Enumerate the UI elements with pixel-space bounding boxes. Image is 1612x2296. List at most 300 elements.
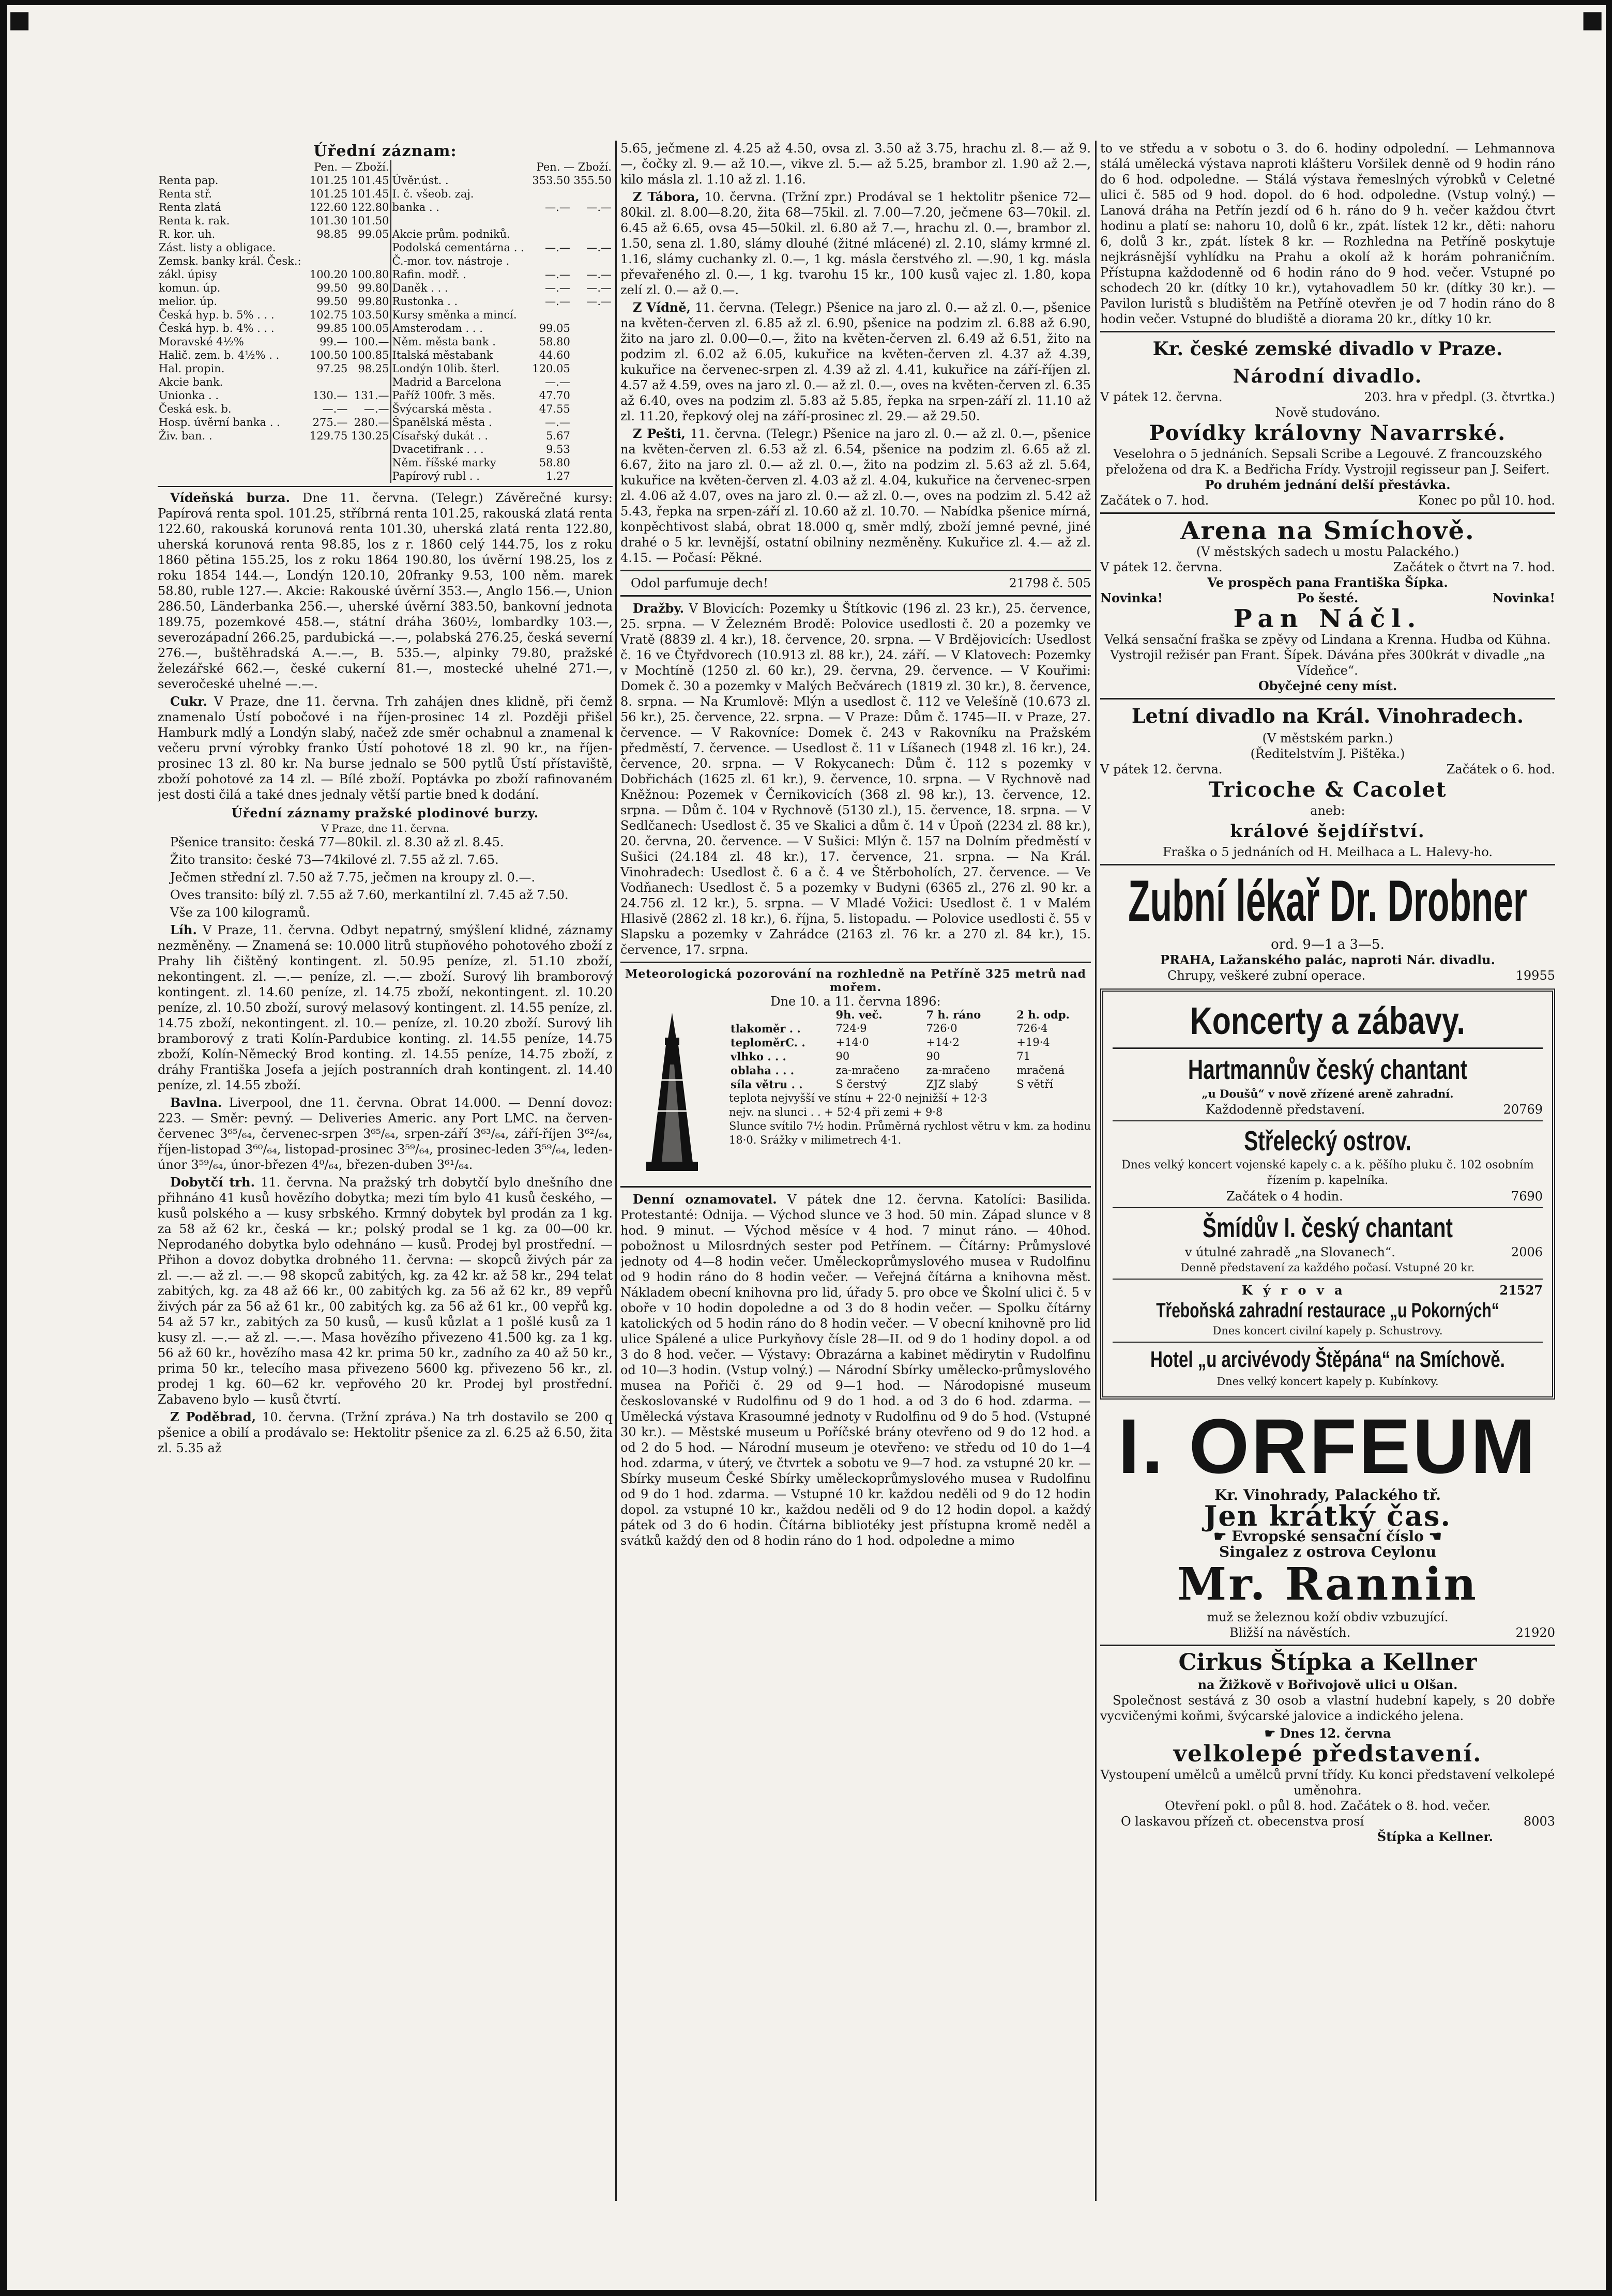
table-value-cell — [307, 254, 348, 268]
pointing-hand-icon: ☛ — [1213, 1528, 1232, 1545]
table-value-cell: 280.— — [354, 416, 389, 429]
table-row — [158, 187, 613, 201]
quotes-heading: Úřední záznam: — [313, 142, 457, 160]
arena-sub: (V městských sadech u mostu Palackého.) — [1196, 544, 1459, 559]
table-value-cell: —.— — [545, 241, 570, 254]
table-row — [158, 375, 613, 389]
ad-number: 21798 č. 505 — [1009, 576, 1091, 590]
table-label-cell: Italská městabank — [391, 348, 530, 362]
summer-theatre-date-row — [1100, 762, 1555, 777]
article-continued: 5.65, ječmene zl. 4.25 až 4.50, ovsa zl. 3.50 až 3.75, hrachu zl. 8.— až 9.—, čočky zl. 9.— až 10.—, vikve zl. 5.— až 5.25, brambor zl. 1.90 až 2.—, kilo másla zl. 1.10 až zl. 1.16. — [620, 141, 1091, 187]
table-row — [158, 348, 613, 362]
smid-title: Šmídův I. český chantant — [1203, 1212, 1453, 1243]
table-label-cell: Něm. města bank . — [391, 335, 530, 348]
met-col: 2 h. odp. — [1016, 1008, 1070, 1021]
arena-count: Po šesté. — [1297, 590, 1359, 605]
met-label: vlhko . . . — [731, 1050, 786, 1063]
table-header: Pen. — Zboží. — [314, 161, 389, 173]
table-value-cell — [571, 389, 613, 402]
table-label-cell: Č.-mor. tov. nástroje . — [391, 254, 530, 268]
tower-illustration — [620, 1008, 724, 1182]
table-value-cell — [571, 254, 613, 268]
table-value-cell: 100.50 — [309, 349, 348, 361]
hotel-title: Hotel „u arcivévody Štěpána“ na Smíchově. — [1150, 1347, 1505, 1372]
table-row — [158, 308, 613, 322]
table-value-cell: 58.80 — [539, 457, 570, 469]
table-value-cell: —.— — [545, 416, 570, 429]
theatre-desc: Veselohra o 5 jednáních. Sepsali Scribe a Legouvé. Z francouzského přeložena od dra K. a Bedřicha Frídy. Vystrojil regisseur pan J. Seifert. — [1105, 447, 1550, 477]
arena-novelty: Novinka! — [1100, 590, 1163, 605]
table-row — [158, 469, 613, 483]
table-value-cell: 44.60 — [539, 349, 570, 361]
table-value-cell — [571, 322, 613, 335]
article-pest — [620, 426, 1091, 566]
table-label-cell: Zást. listy a obligace. — [159, 241, 276, 254]
table-value-cell: 275.— — [312, 416, 348, 429]
article-lead: Z Poděbrad, — [170, 1409, 256, 1424]
table-row — [158, 174, 613, 187]
table-value-cell — [571, 456, 613, 469]
table-value-cell — [571, 429, 613, 443]
kyrova-text: Dnes koncert civilní kapely p. Schustrovy. — [1212, 1325, 1443, 1337]
table-value-cell — [571, 187, 613, 201]
divider — [158, 486, 613, 487]
article-vienna — [158, 490, 613, 692]
table-value-cell — [571, 375, 613, 389]
table-label-cell: Londýn 10lib. šterl. — [391, 362, 530, 375]
table-label-cell — [158, 443, 307, 456]
met-value: S čerstvý — [835, 1078, 887, 1090]
article-text: Katolíci: Basilida. Protestanté: Odnija. — Východ slunce ve 3 hod. 50 min. Západ slunce v 8 hod. 9 minut. — Východ měsíce v 4 hod. 7 minut ráno. — 40hod. pobožnost u Milosrdných sester pod Petřínem. — Čítárny: Průmyslové jednoty od 4—8 hodin večer. Uměleckoprůmyslového musea v Rudolfinu od 9 hodin ráno do 8 hodin večer. — Veřejná čítárna a knihovna měst. Nákladem obecní knihovna pro lid, úřady 5. pro obce ve Školní ulici č. 5 v oboře v 10 hodin dopoledne a od 3 do 8 hodin večer. — Spolku čítárny katolických od 5 hodin ráno do 8 hodin večer. — V obecní knihovně pro lid ulice Spálené a ulice Purkyňovy čísle 28—II. od 9 do 1 hodiny dopol. a od 3 do 8 hod. večer. — Výstavy: Obrazárna a kabinet mědirytin v Rudolfinu od 10—3 hodin. (Vstup volný.) — Národní Sbírky umělecko-průmyslového musea na Pořiči č. 29 od 9—1 hod. — Národopisné museum českoslovanské v Rudolfinu od 9 do 1 hod. a od 3 do 6 hod. zdarma. — Umělecká výstava Krasoumné jednoty v Rudolfinu od 9 do 5 hod. (Vstupné 30 kr.). — Městské museum u Poříčské brány otevřeno od 9 do 12 hod. a od 2 do 5 hod. — Národní museum je otevřeno: ve středu od 10 do 1—4 hod. zdarma, v úterý, ve čtvrtek a sobotu ve 9—7 hod. za vstupné 20 kr. — Sbírky museum České Sbírky uměleckoprůmyslového musea v Rudolfinu od 9 do 1 hod. zdarma. — Vstupné 10 kr. každou neděli od 9 do 12 hodin dopol. za vstupné 10 kr., každou neděli od 9 do 12 hodin dopol. a každý pátek od 3 do 6 hodin. Čítárna bibliotéky jest přístupna kromě neděl a svátků každý den od 8 hodin ráno do 1 hod. odpoledne a mimo — [620, 1192, 1091, 1548]
article-text: 10. června. (Tržní zpr.) Prodával se 1 hektolitr pšenice 72—80kil. zl. 8.00—8.20, žita 68—75kil. zl. 7.00—7.20, ječmene 63—70kil. zl. 6.45 až 6.65, ovsa 45—50kil. zl. 6.80 až 7.—, hrachu zl. 0.—, brambor zl. 1.50, sena zl. 1.80, slámy dlouhé (žitné mlácené) zl. 2.10, slámy krmné zl. 1.16, slámy cuchanky zl. 0.—, 1 kg. másla čerstvého zl. —.90, 1 kg. másla převařeného zl. 0.—, 1 kg. tvarohu 15 kr., 100 kusů vajec zl. 1.80, kopa zelí zl. 0.— až 0.—. — [620, 190, 1091, 297]
table-label-cell: zákl. úpisy — [159, 268, 217, 281]
table-label-cell: Švýcarská města . — [391, 402, 530, 416]
table-value-cell — [307, 241, 348, 254]
divider — [620, 1186, 1091, 1188]
article-text: 11. června. Na pražský trh dobytčí bylo dnešního dne přihnáno 41 kusů hovězího dobytka; mezi tím bylo 41 kusů českého, — kusů polského a — kusy srbského. Krmný dobytek byl prodán za 1 kg. za 58 až 62 kr., česká — kr.; polský prodal se 1 kg. za 00—00 kr. Neprodaného dobytka bylo odehnáno — kusů. Prodej byl prostřední. — Přihon a dovoz dobytka drobného 11. června: — skopců živých pár za zl. —.— až zl. —.— 98 skopců zabitých, kg. za 42 kr. až 58 kr., 294 telat zabitých, kg. za 48 až 66 kr., 00 zabitých kg. za 56 až 62 kr., 89 vepřů živých pár za 56 až 61 kr., 00 zabitých kg. za 56 až 61 kr., 00 vepřů kg. 54 až 57 kr., zabitých za 50 kusů, — kusů kůzlat a 1 pošlé kusů za 1 kusy zl. —.— až zl. —.—. Masa hovězího přivezeno 41.500 kg. za 1 kg. 56 až 60 kr., hovězího masa 42 kr. prima 50 kr., zadního za 40 až 50 kr., prima 50 kr., telecího masa přivezeno 5600 kg. přivezeno 56 kr., zl. prodej 1 kg. 60—62 kr. vepřového 20 kr. Prodej byl prostřední. Zabaveno bylo — kusů čtvrtí. — [158, 1175, 613, 1407]
kyrova-row — [1113, 1283, 1543, 1298]
table-label-cell: Hal. propin. — [159, 362, 225, 375]
section-heading: Úřední záznamy pražské plodinové burzy. — [231, 805, 539, 820]
met-value: +14·0 — [835, 1036, 869, 1048]
table-value-cell — [530, 254, 571, 268]
section-date: V Praze, dne 11. června. — [321, 822, 449, 834]
summer-theatre-or: aneb: — [1310, 803, 1345, 818]
table-value-cell: 101.45 — [351, 174, 389, 187]
met-value: +14·2 — [926, 1036, 960, 1048]
arena-novelty: Novinka! — [1492, 590, 1555, 605]
circus-today: Dnes 12. června — [1280, 1726, 1391, 1741]
table-value-cell: 99.80 — [358, 295, 389, 308]
table-value-cell: 122.80 — [351, 201, 389, 214]
table-value-cell: —.— — [545, 201, 570, 214]
kyrova-title: K ý r o v a — [1242, 1283, 1346, 1298]
article-text: V Praze, dne 11. června. Trh zahájen dnes klidně, při čemž znamenalo Ústí pobočové i na říjen-prosinec 14 zl. Později přišel Hamburk mdlý a Londýn slabý, načež zde směr ochabnul a znamenal k večeru první výrobky franko Ústí pohotové 18 zl. 90 kr., na říjen-prosinec 13 zl. 80 kr. Na burse jednalo se 500 pytlů Ústí přístaviště, zboží pohotové za 14 zl. — Bílé zboží. Poptávka po zboží rafinovaném jest dosti čilá a také dnes jednaly větší partie bned k dodání. — [158, 694, 613, 802]
table-value-cell — [348, 375, 390, 389]
table-value-cell — [348, 443, 390, 456]
table-value-cell: 100.85 — [351, 349, 389, 361]
article-lead: Denní oznamovatel. — [633, 1192, 777, 1207]
divider — [1100, 512, 1555, 514]
table-label-cell: Akcie bank. — [159, 376, 223, 388]
grain-item: Oves transito: bílý zl. 7.55 až 7.60, merkantilní zl. 7.45 až 7.50. — [170, 888, 569, 902]
table-value-cell: —.— — [363, 403, 389, 415]
met-row — [729, 1022, 1091, 1036]
met-value: 724·9 — [835, 1022, 867, 1035]
arena-date-row — [1100, 559, 1555, 575]
theatre-start: Začátek o 7. hod. — [1100, 493, 1209, 508]
table-value-cell: 355.50 — [573, 174, 612, 187]
concerts-title: Koncerty a zábavy. — [1190, 999, 1465, 1042]
orfeum-title: I. ORFEUM — [1118, 1403, 1538, 1489]
table-label-cell: komun. úp. — [159, 282, 221, 294]
article-continued: to ve středu a v sobotu o 3. do 6. hodiny odpolední. — Lehmannova stálá umělecká výstava naproti klášteru Voršilek denně od 9 hodin ráno do 6 hod. odpoledne. — Stálá výstava řemeslných výrobků v Celetné ulici č. 585 od 9 hod. dopol. do 6 hod. odpoledne. (Vstup volný.) — Lanová dráha na Petřín jezdí od 6 h. ráno do 9 h. večer každou čtvrt hodinu a platí se: nahoru 10, dolů 6 kr., zpát. lístek 12 kr., děti: nahoru 6, dolů 3 kr., zpát. lístek 8 kr. — Rozhledna na Petříně poskytuje nejkrásnější vyhlídku na Prahu a okolí až k horám pohraničním. Přístupna každodenně od 6 hodin ráno do 9 hod. večer. Vstupné po schodech 20 kr. (dítky 10 kr.), vytahovadlem 50 kr. (dítky 30 kr.). — Pavilon luristů s bludištěm na Petříně otevřen je od 7 hodin ráno do 8 hodin večer. Vstupné do bludiště a diorama 20 kr., dítky 10 kr. — [1100, 141, 1555, 326]
met-extra-line: Slunce svítilo 7½ hodin. Průměrná rychlost větru v km. za hodinu 18·0. Srážky v milimetrech 4·1. — [729, 1120, 1091, 1146]
pointing-hand-icon: ☚ — [1423, 1528, 1442, 1545]
table-value-cell: —.— — [586, 295, 612, 308]
divider — [1100, 698, 1555, 700]
table-label-cell: Rustonka . . — [391, 295, 530, 308]
met-col: 9h. več. — [835, 1008, 883, 1021]
met-heading: Meteorologická pozorování na rozhledně na Petříně 325 metrů nad mořem. — [625, 967, 1086, 994]
circus-visit: O laskavou přízeň ct. obecenstva prosí — [1121, 1814, 1364, 1829]
divider — [1113, 1207, 1543, 1208]
arena-date: V pátek 12. června. — [1100, 560, 1223, 574]
divider — [620, 595, 1091, 597]
table-value-cell: 98.85 — [316, 228, 348, 240]
hotel-text: Dnes velký koncert kapely p. Kubínkovy. — [1216, 1375, 1439, 1388]
theatre-end: Konec po půl 10. hod. — [1418, 493, 1555, 508]
table-label-cell: Akcie prům. podniků. — [391, 227, 530, 241]
table-label-cell: Renta pap. — [159, 174, 219, 187]
article-auctions — [620, 601, 1091, 957]
theatre-play: Povídky královny Navarrské. — [1149, 421, 1507, 445]
hartmann-daily: Každodenně představení. — [1206, 1102, 1365, 1117]
table-value-cell — [530, 187, 571, 201]
table-value-cell — [307, 469, 348, 483]
table-label-cell — [158, 469, 307, 483]
table-label-cell: Unionka . . — [159, 389, 219, 402]
table-value-cell — [571, 362, 613, 375]
met-value: 726·4 — [1016, 1022, 1048, 1035]
page-edge — [0, 0, 1612, 5]
smid-row — [1113, 1244, 1543, 1260]
hartmann-sub: „u Doušů“ v nově zřízené areně zahradní. — [1202, 1087, 1454, 1100]
table-value-cell — [571, 227, 613, 241]
table-label-cell: Halič. zem. b. 4½% . . — [159, 349, 280, 361]
theatre-date: V pátek 12. června. — [1100, 390, 1223, 404]
table-label-cell: Česká hyp. b. 4% . . . — [159, 322, 275, 334]
table-row — [158, 281, 613, 295]
divider — [1100, 864, 1555, 865]
dentist-title: Zubní lékař Dr. Drobner — [1128, 869, 1527, 933]
strelecky-title: Střelecký ostrov. — [1244, 1126, 1411, 1157]
table-label-cell: Kursy směnka a mincí. — [391, 308, 530, 322]
circus-today-row — [1100, 1726, 1555, 1741]
orfeum-short: Jen krátký čas. — [1204, 1499, 1452, 1532]
met-table — [729, 1008, 1091, 1091]
article-cotton — [158, 1095, 613, 1173]
article-lead: Bavlna. — [170, 1095, 222, 1110]
table-label-cell: Rafin. modř. . — [391, 268, 530, 281]
met-value: 71 — [1016, 1050, 1031, 1062]
orfeum-more-row — [1100, 1625, 1555, 1640]
table-value-cell — [571, 348, 613, 362]
divider — [1113, 1120, 1543, 1121]
table-value-cell — [571, 469, 613, 483]
table-value-cell — [530, 227, 571, 241]
article-lead: Z Vídně, — [633, 300, 691, 315]
table-row — [158, 268, 613, 281]
table-label-cell: banka . . — [391, 201, 530, 214]
kyrova-place: Třeboňská zahradní restaurace „u Pokorných“ — [1156, 1299, 1499, 1322]
table-label-cell: Paříž 100fr. 3 měs. — [391, 389, 530, 402]
arena-novelty-row — [1100, 590, 1555, 606]
table-value-cell: 99.85 — [316, 322, 348, 334]
table-value-cell: —.— — [545, 282, 570, 294]
table-value-cell: 47.70 — [539, 389, 570, 402]
orfeum-desc: muž se železnou koží obdiv vzbuzující. — [1207, 1610, 1449, 1624]
hartmann-row — [1113, 1102, 1543, 1117]
table-value-cell: 1.27 — [546, 470, 570, 482]
corner-mark: ■ — [8, 5, 31, 33]
table-value-cell — [530, 214, 571, 227]
table-row — [158, 389, 613, 402]
table-value-cell: 130.25 — [351, 430, 389, 442]
ad-text: Odol parfumuje dech! — [631, 576, 768, 590]
column-2 — [620, 141, 1091, 2201]
table-value-cell: —.— — [545, 376, 570, 388]
arena-desc: Velká sensační fraška se zpěvy od Lindana a Krenna. Hudba od Kühna. Vystrojil režisér pan Frant. Šípek. Dávána přes 300krát v divadle „na Vídeňce“. — [1104, 632, 1551, 678]
grain-item: Vše za 100 kilogramů. — [170, 905, 310, 920]
table-label-cell — [391, 214, 530, 227]
table-value-cell: 101.45 — [351, 188, 389, 200]
met-col: 7 h. ráno — [926, 1008, 981, 1021]
met-value: 90 — [835, 1050, 850, 1062]
circus-number: 8003 — [1523, 1814, 1555, 1829]
table-value-cell: 100.05 — [351, 322, 389, 334]
theatre-date-row — [1100, 389, 1555, 405]
table-label-cell: Moravské 4½% — [159, 336, 244, 348]
table-value-cell: 101.30 — [309, 215, 348, 227]
table-value-cell — [571, 443, 613, 456]
arena-title: Arena na Smíchově. — [1180, 516, 1475, 545]
article-lead: Dražby. — [633, 601, 684, 616]
table-row — [158, 443, 613, 456]
divider — [1113, 1047, 1543, 1049]
table-value-cell: —.— — [586, 201, 612, 214]
dentist-address: PRAHA, Lažanského palác, naproti Nár. divadlu. — [1160, 952, 1495, 967]
page-edge — [1606, 0, 1612, 2296]
table-value-cell — [530, 308, 571, 322]
circus-visit-row — [1100, 1814, 1555, 1829]
table-value-cell: 353.50 — [532, 174, 570, 187]
table-value-cell: 100.20 — [309, 268, 348, 281]
table-value-cell: 101.50 — [351, 215, 389, 227]
table-value-cell: 129.75 — [309, 430, 348, 442]
met-label: tlakoměr . . — [731, 1022, 801, 1035]
table-row — [158, 429, 613, 443]
orfeum-sensation — [1100, 1529, 1555, 1544]
table-label-cell: Madrid a Barcelona — [391, 375, 530, 389]
table-value-cell — [348, 469, 390, 483]
met-row — [729, 1063, 1091, 1077]
table-row — [158, 227, 613, 241]
table-value-cell: 130.— — [312, 389, 348, 402]
met-body — [729, 1022, 1091, 1091]
theatre-title: Kr. české zemské divadlo v Praze. — [1152, 338, 1503, 360]
table-row — [158, 322, 613, 335]
table-value-cell: —.— — [586, 241, 612, 254]
met-row — [729, 1077, 1091, 1091]
table-value-cell — [348, 241, 390, 254]
article-text: Liverpool, dne 11. června. Obrat 14.000. — Denní dovoz: 223. — Směr: pevný. — Deliveries Americ. any Port LMC. na červen-červenec 3⁶⁵/₆₄, červenec-srpen 3⁶⁵/₆₄, srpen-září 3⁶³/₆₄, září-říjen 3⁶²/₆₄, říjen-listopad 3⁶⁰/₆₄, listopad-prosinec 3⁵⁹/₆₄, prosinec-leden 3⁵⁹/₆₄, leden-únor 3⁵⁹/₆₄, únor-březen 4⁰/₆₄, březen-duben 3⁶¹/₆₄. — [158, 1096, 613, 1172]
met-value: za-mračeno — [835, 1064, 900, 1076]
table-value-cell — [571, 335, 613, 348]
table-value-cell: 102.75 — [309, 309, 348, 321]
article-text: Dne 11. června. (Telegr.) Závěrečné kursy: Papírová renta spol. 101.25, stříbrná renta 101.25, rakouská zlatá renta 122.60, rakouská korunová renta 101.30, uherská zlatá renta 122.80, uherská korunová renta 98.85, los z r. 1860 celý 144.75, los z roku 1860 pětina 155.25, los z roku 1864 190.80, los úvěrní 198.25, los z roku 1854 144.—, Londýn 120.10, 20franky 9.53, 100 něm. marek 58.80, ruble 127.—. Akcie: Rakouské úvěrní 353.—, Anglo 156.—, Union 286.50, Länderbanka 256.—, uherské úvěrní 383.50, bankovní jednota 189.75, pozemkové 458.—, státní dráha 360½, lombardky 103.—, severozápadní 266.25, pardubická —.—, polabská 276.25, česká severní 276.—, buštěhradská A.—.—, B. 535.—, alpinky 79.80, pražské železářské 662.—, české cukerní 81.—, mostecké uhelné 271.—, severočeské uhelné —.—. — [158, 491, 613, 691]
theatre-times — [1100, 493, 1555, 508]
article-lead: Líh. — [170, 922, 197, 937]
summer-theatre-sub: (V městském parkn.) — [1262, 731, 1393, 746]
table-label-cell: Španělská města . — [391, 416, 530, 429]
table-row — [158, 335, 613, 348]
table-label-cell: Česká esk. b. — [159, 403, 232, 415]
met-extra-line: nejv. na slunci . . + 52·4 při zemi + 9·8 — [729, 1106, 943, 1118]
divider — [620, 962, 1091, 963]
circus-place: na Žižkově v Bořivojově ulici u Olšan. — [1197, 1677, 1458, 1692]
summer-theatre-dir: (Ředitelstvím J. Pištěka.) — [1250, 747, 1405, 761]
summer-theatre-play: Tricoche & Cacolet — [1208, 778, 1447, 802]
table-row — [158, 254, 613, 268]
table-label-cell: Česká hyp. b. 5% . . . — [159, 309, 275, 321]
table-value-cell: 99.80 — [358, 282, 389, 294]
table-value-cell: 120.05 — [532, 362, 570, 375]
table-header-row — [158, 160, 613, 174]
perfume-ad — [620, 575, 1091, 591]
circus-text: Společnost sestává z 30 osob a vlastní hudební kapely, s 20 dobře vycvičenými koňmi, švýcarské jalovice a indického jelena. — [1100, 1693, 1555, 1723]
article-date: V pátek dne 12. června. — [787, 1192, 964, 1207]
summer-theatre-title: Letní divadlo na Král. Vinohradech. — [1131, 704, 1524, 727]
met-value: 90 — [926, 1050, 940, 1062]
table-value-cell: 98.25 — [358, 362, 389, 375]
pointing-hand-icon: ☛ — [1264, 1726, 1280, 1741]
theatre-subtitle: Národní divadlo. — [1233, 366, 1423, 387]
grain-item: Ječmen střední zl. 7.50 až 7.75, ječmen na kroupy zl. 0.—. — [170, 870, 536, 885]
smid-number: 2006 — [1511, 1245, 1543, 1259]
kyrova-number: 21527 — [1499, 1283, 1543, 1298]
concerts-box — [1100, 989, 1555, 1400]
table-value-cell — [348, 456, 390, 469]
table-value-cell: 5.67 — [546, 430, 570, 442]
smid-sub: v útulné zahradě „na Slovanech“. — [1185, 1245, 1395, 1259]
article-daily — [620, 1192, 1091, 1548]
summer-theatre-desc: Fraška o 5 jednáních od H. Meilhaca a L. Halevy-ho. — [1162, 845, 1493, 859]
table-label-cell: Amsterodam . . . — [391, 322, 530, 335]
summer-theatre-sub2: králové šejdířství. — [1230, 821, 1425, 842]
table-label-cell: Renta stř. — [159, 188, 212, 200]
table-row — [158, 295, 613, 308]
table-value-cell: 9.53 — [546, 443, 570, 455]
article-lead: Cukr. — [170, 694, 207, 709]
table-value-cell: 100.80 — [351, 268, 389, 281]
table-value-cell: 99.50 — [316, 282, 348, 294]
strelecky-number: 7690 — [1511, 1189, 1543, 1204]
met-label: síla větru . . — [731, 1078, 803, 1091]
circus-title: Cirkus Štípka a Kellner — [1178, 1649, 1477, 1676]
table-label-cell: Živ. ban. . — [159, 430, 212, 442]
met-header-row — [729, 1008, 1091, 1022]
table-value-cell: 99.05 — [358, 228, 389, 240]
article-sugar — [158, 694, 613, 802]
table-row — [158, 214, 613, 227]
strelecky-start: Začátek o 4 hodin. — [1226, 1189, 1343, 1204]
table-value-cell — [307, 443, 348, 456]
circus-sign: Štípka a Kellner. — [1377, 1829, 1493, 1844]
summer-theatre-start: Začátek o 6. hod. — [1446, 762, 1555, 777]
table-value-cell: 47.55 — [539, 403, 570, 415]
grain-list — [158, 834, 613, 920]
article-text: 11. června. (Telegr.) Pšenice na jaro zl. 0.— až zl. 0.—, pšenice na květen-červen zl. 6.85 až zl. 6.90, pšenice na podzim zl. 6.88 až 6.90, žito na jaro zl. 0.00—0.—, žito na květen-červen zl. 6.49 až 6.51, žito na podzim zl. 6.02 až 6.05, kukuřice na květen-červen zl. 4.37 až 4.39, kukuřice na červenec-srpen zl. 4.39 až zl. 4.41, kukuřice na září-říjen zl. 4.57 až 4.59, oves na jaro zl. 0.— až zl. 0.—, oves na květen-červen zl. 6.35 až 6.40, oves na podzim zl. 5.83 až 5.85, řepka na srpen-září zl. 11.10 až zl. 11.20, řepkový olej na září-prosinec zl. 29.— až 29.50. — [620, 300, 1091, 423]
divider — [1113, 1342, 1543, 1343]
table-value-cell — [571, 402, 613, 416]
summer-theatre-date: V pátek 12. června. — [1100, 762, 1223, 777]
table-row — [158, 416, 613, 429]
met-extra — [729, 1091, 1091, 1147]
table-value-cell: 122.60 — [309, 201, 348, 214]
table-label-cell: melior. úp. — [159, 295, 218, 308]
corner-mark: ■ — [1581, 5, 1604, 33]
grain-item: Žito transito: české 73—74kilové zl. 7.55 až zl. 7.65. — [170, 853, 499, 867]
arena-benefit: Ve prospěch pana Františka Šípka. — [1207, 575, 1448, 590]
article-text: V Blovicích: Pozemky u Štítkovic (196 zl. 23 kr.), 25. července, 25. srpna. — V Železném Brodě: Polovice usedlosti č. 20 a pozemky ve Vratě (8839 zl. 4 kr.), 18. července, 20. srpna. — V Brdějovicích: Usedlost č. 16 ve Čtyřdvorech (10.913 zl. 88 kr.), 24. září. — V Klatovech: Pozemky v Mochtíně (1250 zl. 60 kr.), 29. června, 29. července. — V Kouřimi: Domek č. 30 a pozemky v Malých Bečvárech (1819 zl. 30 kr.), 8. července, 8. srpna. — Na Krumlově: Mlýn a usedlost č. 112 ve Velešíně (10.673 zl. 56 kr.), 25. července, 22. srpna. — V Praze: Dům č. 1745—II. v Praze, 27. července. — V Rakovníce: Domek č. 243 v Rakovníku na Pražském předměstí, 7. července. — Usedlost č. 11 v Líšanech (1948 zl. 16 kr.), 24. července, 20. srpna. — V Rokycanech: Dům č. 112 s pozemky v Dobřichách (1625 zl. 61 kr.), 9. července, 10. srpna. — V Rychnově nad Kněžnou: Pozemek v Černikovicích (368 zl. 98 kr.), 13. července, 12. srpna. — Dům č. 104 v Rychnově (5130 zl.), 15. července, 18. srpna. — V Sedlčanech: Usedlost č. 35 ve Skalici a dům č. 14 v Úpoň (2234 zl. 88 kr.), 20. června, 20. července. — V Sušici: Mlýn č. 157 na Dolním předměstí v Sušici (24.184 zl. 48 kr.), 17. července, 21. srpna. — Na Král. Vinohradech: Usedlost č. 6 a č. 4 ve Štěrboholích, 27. července. — Ve Vodňanech: Usedlost č. 5 a pozemky v Budyni (6365 zl., 276 zl. 90 kr. a 24.756 zl. 12 kr.), 5. srpna. — V Mladé Vožici: Usedlost č. 1 v Malém Hlasivě (2862 zl. 18 kr.), 6. října, 5. listopadu. — Polovice usedlosti č. 55 v Slapsku a pozemky v Zahrádce (2163 zl. 76 kr. a 270 zl. 84 kr.), 15. července, 17. srpna. — [620, 601, 1091, 957]
arena-play: Pan Náčl. — [1233, 604, 1422, 633]
theatre-interval: Po druhém jednání delší přestávka. — [1205, 477, 1451, 492]
table-value-cell: —.— — [545, 268, 570, 281]
hartmann-title: Hartmannův český chantant — [1188, 1054, 1468, 1085]
article-podebrady — [158, 1409, 613, 1456]
table-value-cell: 99.05 — [539, 322, 570, 334]
table-row — [158, 402, 613, 416]
table-value-cell: 101.25 — [309, 174, 348, 187]
table-value-cell — [307, 375, 348, 389]
divider — [1100, 331, 1555, 332]
table-value-cell — [307, 456, 348, 469]
table-value-cell: 58.80 — [539, 336, 570, 348]
table-label-cell: Dvacetifrank . . . — [391, 443, 530, 456]
table-label-cell: Úvěr.úst. . — [391, 174, 530, 187]
dentist-hours: ord. 9—1 a 3—5. — [1271, 937, 1385, 952]
petrin-tower-icon — [620, 1008, 724, 1178]
column-1 — [158, 141, 613, 2201]
met-value: mračená — [1016, 1064, 1065, 1076]
met-extra-line: teplota nejvyšší ve stínu + 22·0 nejnižší + 12·3 — [729, 1092, 987, 1104]
article-lead: Dobytčí trh. — [170, 1175, 255, 1190]
met-label: teploměrC. . — [731, 1036, 805, 1049]
article-spirit — [158, 922, 613, 1093]
circus-big: velkolepé představení. — [1173, 1741, 1482, 1767]
table-label-cell: Renta k. rak. — [159, 215, 230, 227]
table-value-cell: 131.— — [354, 389, 389, 402]
strelecky-text: Dnes velký koncert vojenské kapely c. a k. pěšího pluku č. 102 osobním řízením p. kapelníka. — [1121, 1159, 1534, 1187]
met-value: za-mračeno — [926, 1064, 990, 1076]
table-value-cell: 100.— — [354, 336, 389, 348]
article-cattle — [158, 1175, 613, 1407]
divider — [1113, 1279, 1543, 1280]
article-text: 10. června. (Tržní zpráva.) Na trh dostavilo se 200 q pšenice a obilí a prodávalo se: Hektolitr pšenice za zl. 6.25 až 6.50, žita zl. 5.35 až — [158, 1410, 613, 1455]
article-text: 11. června. (Telegr.) Pšenice na jaro zl. 0.— až zl. 0.—, pšenice na květen-červen zl. 6.53 až zl. 6.54, pšenice na podzim zl. 6.65 až zl. 6.67, žito na jaro zl. 0.— až zl. 0.—, žito na podzim zl. 5.63 až zl. 5.64, kukuřice na květen-červen zl. 4.03 až zl. 4.04, kukuřice na červenec-srpen zl. 4.06 až 4.07, oves na jaro zl. 0.— až zl. 0.—, oves na podzim zl. 5.42 až 5.43, řepka na srpen-září zl. 10.60 až zl. 10.70. — Nabídka pšenice mírná, konpěchtivost slabá, obrat 18.000 q, směr mdlý, zboží jemné pevné, jiné drahé o 5 kr. levnější, ostatní obilniny nezměněny. Kukuřice zl. 4.— až zl. 4.15. — Počasí: Pěkné. — [620, 427, 1091, 565]
theatre-note: Nově studováno. — [1275, 405, 1380, 420]
